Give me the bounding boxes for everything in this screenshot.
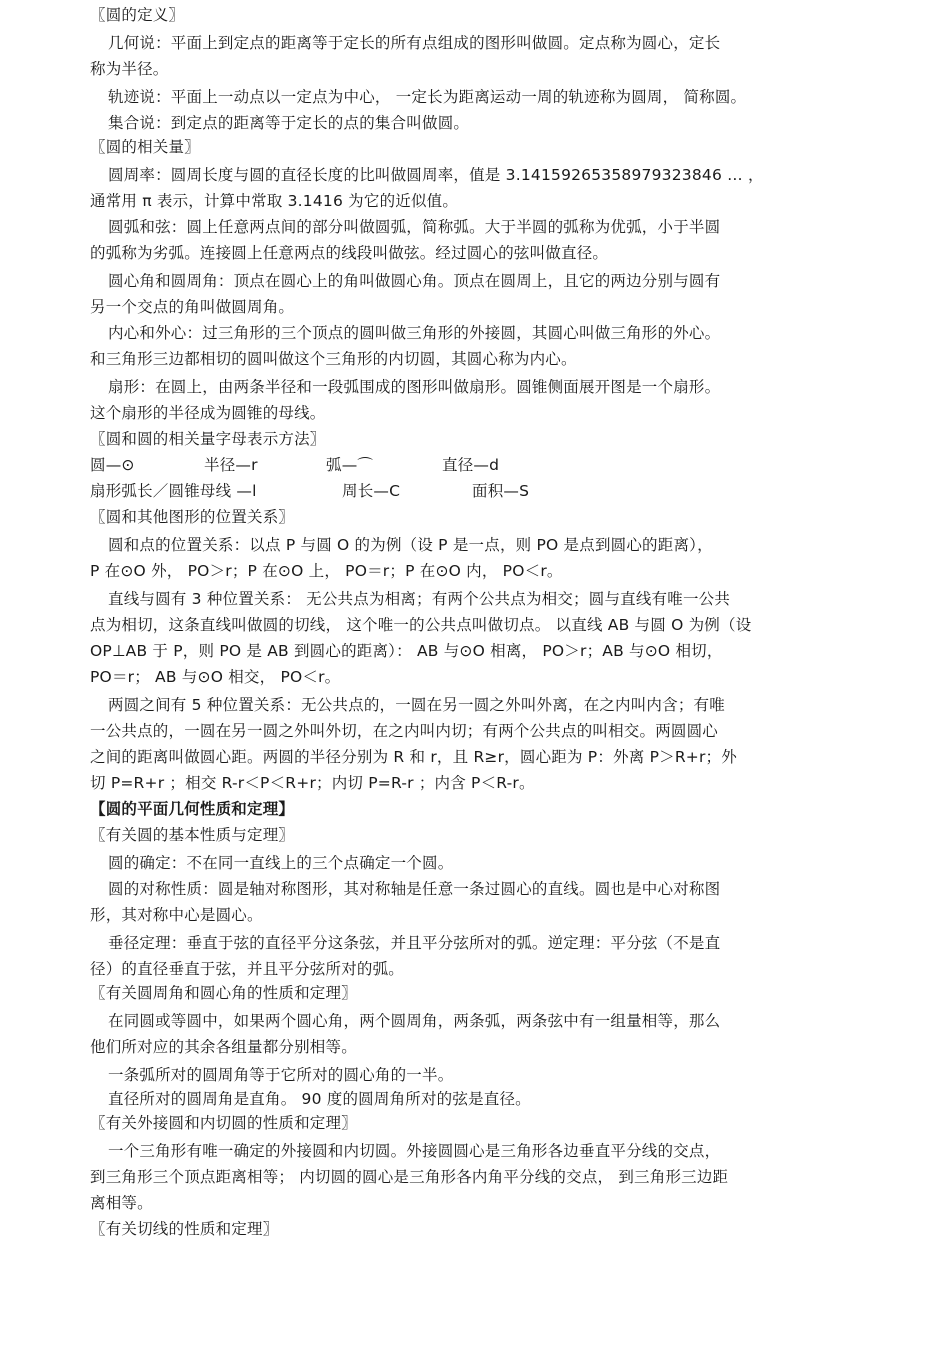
section-heading-tangent: 〖有关切线的性质和定理〗 <box>90 1220 279 1238</box>
text-line: 另一个交点的角叫做圆周角。 <box>90 298 295 316</box>
notation-row-1 <box>90 454 860 476</box>
text-line: 在同圆或等圆中，如果两个圆心角，两个圆周角，两条弧，两条弦中有一组量相等，那么 <box>108 1012 721 1030</box>
text-line: 直径所对的圆周角是直角。 90 度的圆周角所对的弦是直径。 <box>108 1090 531 1108</box>
text-line: 内心和外心：过三角形的三个顶点的圆叫做三角形的外接圆，其圆心叫做三角形的外心。 <box>108 324 721 342</box>
text-line: 之间的距离叫做圆心距。两圆的半径分别为 R 和 r，且 R≥r，圆心距为 P：外离 P＞R+r；外 <box>90 748 737 766</box>
section-heading-circumscribed-inscribed: 〖有关外接圆和内切圆的性质和定理〗 <box>90 1114 357 1132</box>
section-heading-basic-properties: 〖有关圆的基本性质与定理〗 <box>90 826 295 844</box>
text-line: 轨迹说：平面上一动点以一定点为中心， 一定长为距离运动一周的轨迹称为圆周， 简称圆。 <box>108 88 747 106</box>
text-line: 几何说：平面上到定点的距离等于定长的所有点组成的图形叫做圆。定点称为圆心，定长 <box>108 34 721 52</box>
text-line: 的弧称为劣弧。连接圆上任意两点的线段叫做弦。经过圆心的弦叫做直径。 <box>90 244 609 262</box>
text-line: 径）的直径垂直于弦，并且平分弦所对的弧。 <box>90 960 405 978</box>
text-line: 垂径定理：垂直于弦的直径平分这条弦，并且平分弦所对的弧。逆定理：平分弦（不是直 <box>108 934 721 952</box>
notation-radius: 半径—r <box>204 456 258 474</box>
text-line: 圆的对称性质：圆是轴对称图形，其对称轴是任意一条过圆心的直线。圆也是中心对称图 <box>108 880 721 898</box>
text-line: 形，其对称中心是圆心。 <box>90 906 263 924</box>
section-heading-notation: 〖圆和圆的相关量字母表示方法〗 <box>90 430 326 448</box>
text-line: 一条弧所对的圆周角等于它所对的圆心角的一半。 <box>108 1066 454 1084</box>
text-line: 切 P=R+r ；相交 R-r＜P＜R+r；内切 P=R-r ；内含 P＜R-r。 <box>90 774 535 792</box>
text-line: 通常用 π 表示，计算中常取 3.1416 为它的近似值。 <box>90 192 459 210</box>
text-line: 圆的确定：不在同一直线上的三个点确定一个圆。 <box>108 854 454 872</box>
text-line: 圆和点的位置关系：以点 P 与圆 O 的为例（设 P 是一点，则 PO 是点到圆心的距离）， <box>108 536 713 554</box>
text-line: 和三角形三边都相切的圆叫做这个三角形的内切圆，其圆心称为内心。 <box>90 350 577 368</box>
text-line: 扇形：在圆上，由两条半径和一段弧围成的图形叫做扇形。圆锥侧面展开图是一个扇形。 <box>108 378 721 396</box>
text-line: P 在⊙O 外， PO＞r；P 在⊙O 上， PO＝r；P 在⊙O 内， PO＜r。 <box>90 562 563 580</box>
text-line: 到三角形三个顶点距离相等； 内切圆的圆心是三角形各内角平分线的交点， 到三角形三边距 <box>90 1168 729 1186</box>
notation-arc-length: 扇形弧长／圆锥母线 —l <box>90 482 257 500</box>
text-line: 圆心角和圆周角：顶点在圆心上的角叫做圆心角。顶点在圆周上，且它的两边分别与圆有 <box>108 272 721 290</box>
text-line: 圆弧和弦：圆上任意两点间的部分叫做圆弧，简称弧。大于半圆的弧称为优弧，小于半圆 <box>108 218 721 236</box>
notation-circle: 圆—⊙ <box>90 456 135 474</box>
section-heading-angles: 〖有关圆周角和圆心角的性质和定理〗 <box>90 984 357 1002</box>
notation-diameter: 直径—d <box>442 456 500 474</box>
text-line: 点为相切，这条直线叫做圆的切线， 这个唯一的公共点叫做切点。 以直线 AB 与圆 O 为例（设 <box>90 616 752 634</box>
text-line: 称为半径。 <box>90 60 169 78</box>
text-line: PO＝r； AB 与⊙O 相交， PO＜r。 <box>90 668 341 686</box>
text-line: 离相等。 <box>90 1194 153 1212</box>
text-line: 两圆之间有 5 种位置关系：无公共点的，一圆在另一圆之外叫外离，在之内叫内含；有唯 <box>108 696 725 714</box>
section-heading-positions: 〖圆和其他图形的位置关系〗 <box>90 508 295 526</box>
main-heading-properties: 【圆的平面几何性质和定理】 <box>90 800 295 818</box>
text-line: 一公共点的，一圆在另一圆之外叫外切，在之内叫内切；有两个公共点的叫相交。两圆圆心 <box>90 722 719 740</box>
text-line: 他们所对应的其余各组量都分别相等。 <box>90 1038 357 1056</box>
section-heading-definition: 〖圆的定义〗 <box>90 6 185 24</box>
text-line: 直线与圆有 3 种位置关系： 无公共点为相离；有两个公共点为相交；圆与直线有唯一公共 <box>108 590 731 608</box>
notation-area: 面积—S <box>472 482 530 500</box>
notation-perimeter: 周长—C <box>342 482 401 500</box>
section-heading-related-quantities: 〖圆的相关量〗 <box>90 138 200 156</box>
notation-arc: 弧—⌒ <box>326 456 374 474</box>
text-line: 一个三角形有唯一确定的外接圆和内切圆。外接圆圆心是三角形各边垂直平分线的交点， <box>108 1142 721 1160</box>
text-line: 集合说：到定点的距离等于定长的点的集合叫做圆。 <box>108 114 470 132</box>
text-line: 圆周率：圆周长度与圆的直径长度的比叫做圆周率，值是 3.14159265358979323846 … ， <box>108 166 764 184</box>
text-line: 这个扇形的半径成为圆锥的母线。 <box>90 404 326 422</box>
text-line: OP⊥AB 于 P，则 PO 是 AB 到圆心的距离）： AB 与⊙O 相离， PO＞r；AB 与⊙O 相切， <box>90 642 723 660</box>
notation-row-2 <box>90 480 860 502</box>
